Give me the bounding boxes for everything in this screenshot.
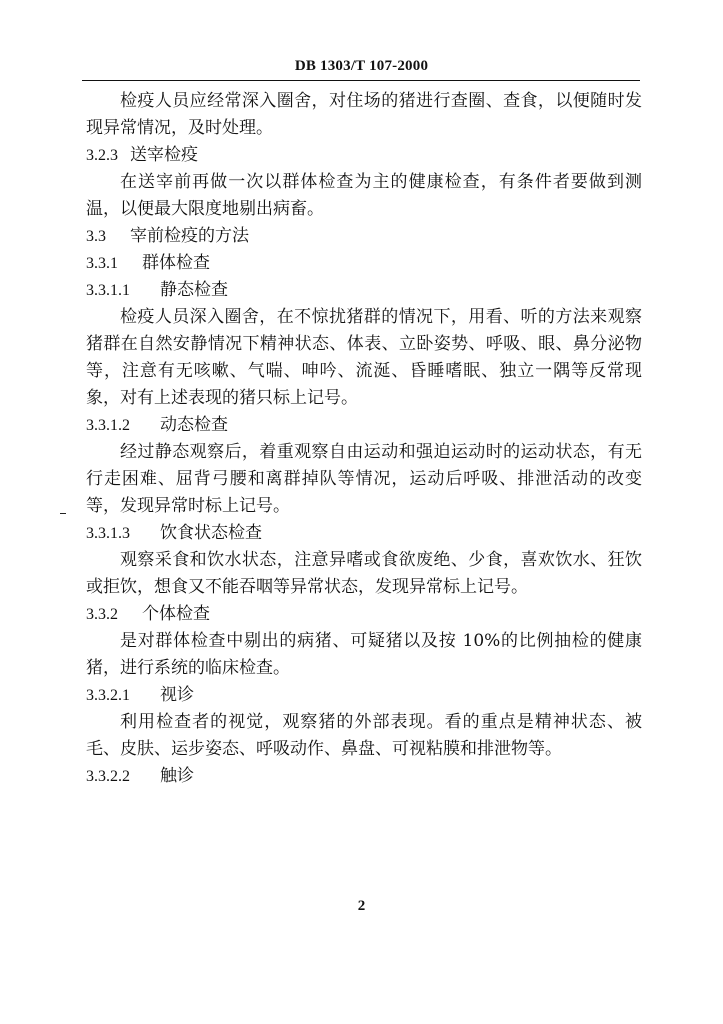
heading-title: 群体检查	[142, 253, 210, 273]
heading-title: 动态检查	[160, 415, 228, 435]
heading-number: 3.3.1	[86, 255, 118, 272]
heading-3-3-1	[86, 250, 642, 277]
paragraph-3-3-2-1: 利用检查者的视觉，观察猪的外部表现。看的重点是精神状态、被毛、皮肤、运步姿态、呼吸动作、鼻盘、可视粘膜和排泄物等。	[86, 712, 642, 759]
paragraph-3-3-1-2: 经过静态观察后，着重观察自由运动和强迫运动时的运动状态，有无行走困难、屈背弓腰和离群掉队等情况，运动后呼吸、排泄活动的改变等，发现异常时标上记号。	[86, 442, 642, 516]
heading-title: 宰前检疫的方法	[130, 226, 249, 246]
heading-number: 3.3.1.3	[86, 525, 130, 542]
heading-title: 静态检查	[160, 280, 228, 300]
heading-title: 视诊	[160, 685, 194, 705]
heading-number: 3.2.3	[86, 147, 118, 164]
heading-number: 3.3.1.1	[86, 282, 130, 299]
header-rule	[82, 80, 640, 81]
heading-3-2-3	[86, 142, 642, 169]
heading-3-3-1-2	[86, 412, 642, 439]
margin-mark	[60, 513, 66, 514]
heading-number: 3.3.1.2	[86, 417, 130, 434]
paragraph-intro: 检疫人员应经常深入圈舍，对住场的猪进行查圈、查食，以便随时发现异常情况，及时处理。	[86, 91, 642, 138]
heading-3-3-2-2	[86, 763, 642, 790]
paragraph-3-3-1-3: 观察采食和饮水状态，注意异嗜或食欲废绝、少食，喜欢饮水、狂饮或拒饮，想食又不能吞咽等异常状态，发现异常标上记号。	[86, 550, 642, 597]
heading-title: 送宰检疫	[130, 145, 198, 165]
paragraph-3-3-2: 是对群体检查中剔出的病猪、可疑猪以及按 10%的比例抽检的健康猪，进行系统的临床检查。	[86, 631, 642, 678]
heading-3-3-2-1	[86, 682, 642, 709]
body-text	[86, 88, 642, 790]
heading-number: 3.3	[86, 228, 106, 245]
paragraph-3-3-1-1: 检疫人员深入圈舍，在不惊扰猪群的情况下，用看、听的方法来观察猪群在自然安静情况下精神状态、体表、立卧姿势、呼吸、眼、鼻分泌物等，注意有无咳嗽、气喘、呻吟、流涎、昏睡嗜眠、独立一隅等反常现象，对有上述表现的猪只标上记号。	[86, 307, 642, 408]
heading-title: 个体检查	[142, 604, 210, 624]
page-number: 2	[357, 898, 366, 914]
heading-title: 饮食状态检查	[160, 523, 262, 543]
heading-number: 3.3.2	[86, 606, 118, 623]
heading-number: 3.3.2.2	[86, 768, 130, 785]
heading-3-3	[86, 223, 642, 250]
heading-3-3-1-3	[86, 520, 642, 547]
standard-code: DB 1303/T 107-2000	[294, 58, 429, 74]
heading-3-3-1-1	[86, 277, 642, 304]
heading-3-3-2	[86, 601, 642, 628]
heading-title: 触诊	[160, 766, 194, 786]
paragraph-3-2-3: 在送宰前再做一次以群体检查为主的健康检查，有条件者要做到测温，以便最大限度地剔出病畜。	[86, 172, 642, 219]
heading-number: 3.3.2.1	[86, 687, 130, 704]
